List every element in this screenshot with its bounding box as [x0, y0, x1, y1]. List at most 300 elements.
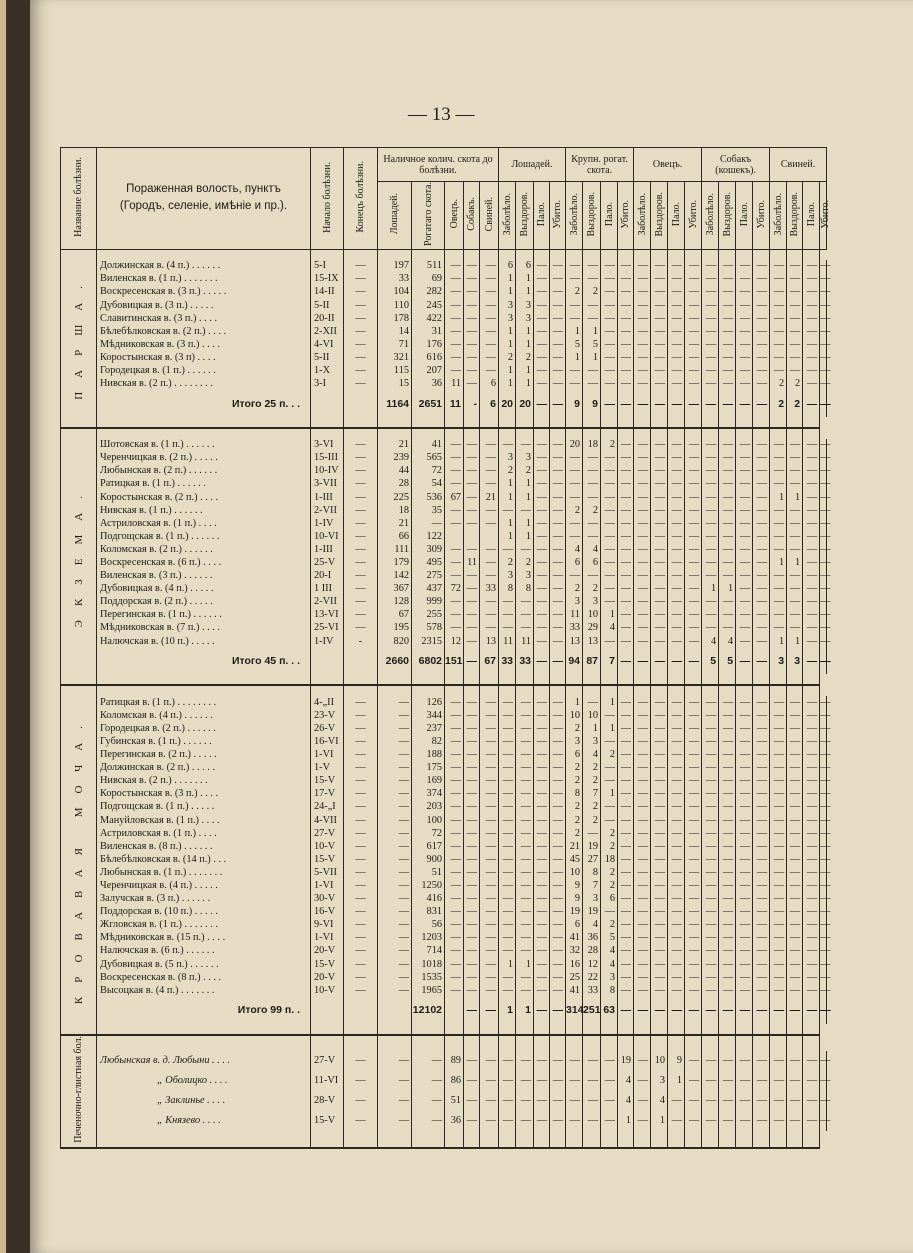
data-cell: — — [702, 452, 719, 465]
total-cell: — — [753, 391, 770, 417]
start-date: 20-II — [311, 312, 344, 325]
data-cell: 4 — [618, 1091, 634, 1111]
data-cell: — — [820, 971, 831, 983]
data-cell: — — [753, 544, 770, 557]
data-cell: — — [534, 814, 550, 827]
data-cell: 36 — [445, 1111, 464, 1131]
data-cell: — — [634, 854, 651, 867]
data-cell: — — [753, 762, 770, 775]
data-cell: 237 — [412, 723, 445, 736]
data-cell: — — [685, 984, 702, 997]
data-cell: — — [480, 854, 499, 867]
table-row — [61, 788, 827, 801]
data-cell: — — [499, 775, 516, 788]
empty-cell — [445, 417, 464, 428]
data-cell: — — [618, 893, 634, 906]
data-cell: — — [787, 893, 803, 906]
data-cell: — — [464, 984, 480, 997]
end-date: — — [344, 439, 378, 452]
spacer-row — [61, 1131, 827, 1148]
data-cell: — — [820, 465, 831, 477]
empty-cell — [702, 1131, 719, 1148]
data-cell: — — [534, 622, 550, 635]
data-cell: 32 — [566, 945, 583, 958]
place-name: Подгощская в. (1 п.) . . . . . — [97, 801, 311, 814]
data-cell: — — [550, 736, 566, 749]
empty-cell — [634, 1024, 651, 1035]
data-cell: — — [787, 596, 803, 609]
data-cell: — — [770, 452, 787, 465]
data-cell: 1 — [601, 609, 618, 622]
data-cell: — — [702, 339, 719, 352]
data-cell: 3 — [516, 452, 534, 465]
data-cell: — — [583, 570, 601, 583]
header-outcome-col: Убито. — [618, 182, 634, 250]
data-cell: — — [618, 299, 634, 312]
data-cell: 1 — [516, 517, 534, 530]
data-cell: — — [719, 984, 736, 997]
data-cell: 1965 — [412, 984, 445, 997]
data-cell: — — [651, 299, 668, 312]
empty-cell — [566, 1035, 583, 1052]
data-cell: 2 — [566, 827, 583, 840]
data-cell: — — [550, 710, 566, 723]
data-cell: — — [685, 352, 702, 365]
data-cell: — — [412, 1051, 445, 1071]
start-date: 15-IX — [311, 273, 344, 286]
data-cell: — — [445, 504, 464, 517]
header-dogs-group: Собакъ (кошекъ). — [702, 148, 770, 182]
data-cell: — — [550, 273, 566, 286]
data-cell: — — [651, 827, 668, 840]
start-date: 27-V — [311, 827, 344, 840]
data-cell: — — [753, 827, 770, 840]
data-cell: — — [534, 531, 550, 544]
data-cell: — — [566, 1111, 583, 1131]
empty-cell — [311, 1131, 344, 1148]
data-cell: — — [770, 286, 787, 299]
data-cell: — — [618, 531, 634, 544]
data-cell: — — [685, 723, 702, 736]
data-cell: — — [618, 286, 634, 299]
data-cell: 2 — [583, 814, 601, 827]
data-cell: 36 — [583, 932, 601, 945]
data-cell: — — [820, 749, 831, 761]
total-cell: — — [685, 998, 702, 1024]
data-cell: — — [480, 544, 499, 557]
data-cell: — — [618, 439, 634, 452]
place-name: Любынская в. (1 п.) . . . . . . . — [97, 867, 311, 880]
header-outcome-col: Выздоров. — [583, 182, 601, 250]
data-cell: — — [534, 749, 550, 762]
data-cell: — — [618, 325, 634, 338]
data-cell: — — [550, 452, 566, 465]
data-cell: — — [651, 312, 668, 325]
end-date: — — [344, 325, 378, 338]
data-cell: — — [787, 352, 803, 365]
data-cell: — — [618, 945, 634, 958]
place-name: Ратицкая в. (1 п.) . . . . . . — [97, 478, 311, 491]
place-name: Высоцкая в. (4 п.) . . . . . . . — [97, 984, 311, 997]
total-cell: 87 — [583, 648, 601, 674]
data-cell: — — [634, 517, 651, 530]
total-cell: — — [634, 998, 651, 1024]
data-cell: 71 — [378, 339, 412, 352]
start-date: 15-V — [311, 775, 344, 788]
data-cell: 2 — [583, 504, 601, 517]
total-cell: 2651 — [412, 391, 445, 417]
data-cell: — — [719, 557, 736, 570]
data-cell: — — [719, 365, 736, 378]
data-cell: — — [803, 557, 820, 570]
data-cell: 999 — [412, 596, 445, 609]
data-cell: — — [803, 286, 820, 299]
data-cell: — — [601, 775, 618, 788]
data-cell: 142 — [378, 570, 412, 583]
data-cell: — — [787, 775, 803, 788]
data-cell: — — [787, 622, 803, 635]
total-cell: — — [753, 998, 770, 1024]
data-cell: — — [787, 273, 803, 286]
empty-cell — [97, 685, 311, 696]
data-cell: — — [534, 775, 550, 788]
data-cell: — — [618, 880, 634, 893]
data-cell: — — [719, 854, 736, 867]
data-cell: — — [480, 880, 499, 893]
data-cell: 2 — [499, 557, 516, 570]
empty-cell — [412, 249, 445, 260]
data-cell: — — [702, 570, 719, 583]
empty-cell — [550, 1131, 566, 1148]
data-cell: — — [550, 312, 566, 325]
empty-cell — [736, 685, 753, 696]
data-cell: — — [719, 504, 736, 517]
data-cell: — — [464, 352, 480, 365]
disease-name: ЭКЗЕМА. — [61, 428, 97, 686]
data-cell: — — [618, 504, 634, 517]
data-cell: — — [601, 299, 618, 312]
spacer-row — [61, 685, 827, 696]
data-cell: 1 — [516, 325, 534, 338]
data-cell: — — [736, 762, 753, 775]
data-cell: — — [480, 352, 499, 365]
end-date: — — [344, 880, 378, 893]
data-cell: — — [412, 517, 445, 530]
data-cell: — — [464, 932, 480, 945]
data-cell: — — [820, 635, 831, 647]
place-name: Губинская в. (1 п.) . . . . . . — [97, 736, 311, 749]
data-cell: — — [736, 932, 753, 945]
table-row — [61, 299, 827, 312]
data-cell: — — [668, 312, 685, 325]
data-cell: 1 — [618, 1111, 634, 1131]
total-cell: — — [634, 391, 651, 417]
data-cell: — — [668, 583, 685, 596]
empty-cell — [378, 249, 412, 260]
data-cell: — — [566, 452, 583, 465]
empty-cell — [787, 1035, 803, 1052]
place-name: Бѣлебѣлковская в. (14 п.) . . . — [97, 854, 311, 867]
start-date: 1 III — [311, 583, 344, 596]
data-cell: 1 — [566, 352, 583, 365]
empty-cell — [601, 685, 618, 696]
data-cell: 110 — [378, 299, 412, 312]
data-cell: — — [770, 919, 787, 932]
data-cell: — — [770, 260, 787, 273]
data-cell: — — [550, 696, 566, 709]
data-cell: — — [668, 906, 685, 919]
table-header — [61, 148, 832, 250]
data-cell: 3 — [516, 312, 534, 325]
total-cell: 151 — [445, 648, 464, 674]
data-cell: 2 — [601, 880, 618, 893]
data-cell: — — [702, 762, 719, 775]
data-cell: — — [464, 478, 480, 491]
data-cell: 25 — [566, 971, 583, 984]
empty-cell — [516, 249, 534, 260]
data-cell: — — [550, 583, 566, 596]
data-cell: — — [445, 919, 464, 932]
start-date: 3-I — [311, 378, 344, 391]
data-cell: — — [516, 710, 534, 723]
data-cell: — — [464, 260, 480, 273]
empty-cell — [464, 428, 480, 439]
data-cell: — — [820, 338, 831, 350]
empty-cell — [412, 1024, 445, 1035]
table-row — [61, 365, 827, 378]
empty-cell — [753, 1024, 770, 1035]
data-cell: — — [668, 504, 685, 517]
data-cell: — — [668, 1111, 685, 1131]
data-cell: — — [601, 906, 618, 919]
empty-cell — [480, 428, 499, 439]
data-cell: — — [618, 478, 634, 491]
data-cell: 2 — [601, 827, 618, 840]
data-cell: — — [753, 286, 770, 299]
empty-cell — [702, 685, 719, 696]
data-cell: — — [685, 840, 702, 853]
data-cell: — — [378, 854, 412, 867]
empty-cell — [378, 417, 412, 428]
data-cell: 2 — [566, 814, 583, 827]
data-cell: — — [685, 958, 702, 971]
total-cell: — — [736, 391, 753, 417]
data-cell: — — [719, 299, 736, 312]
empty-cell — [685, 1035, 702, 1052]
data-cell: — — [770, 775, 787, 788]
data-cell: 56 — [412, 919, 445, 932]
data-cell: — — [480, 1051, 499, 1071]
place-name: Нивская в. (1 п.) . . . . . . — [97, 504, 311, 517]
data-cell: — — [803, 491, 820, 504]
data-cell: — — [685, 854, 702, 867]
data-cell: — — [668, 775, 685, 788]
data-cell: — — [803, 439, 820, 452]
data-cell: 179 — [378, 557, 412, 570]
data-cell: — — [550, 867, 566, 880]
data-cell: — — [464, 788, 480, 801]
data-cell: — — [480, 932, 499, 945]
empty-cell — [803, 1024, 820, 1035]
data-cell: 1 — [601, 788, 618, 801]
data-cell: 1 — [583, 325, 601, 338]
data-cell: 69 — [412, 273, 445, 286]
data-cell: 282 — [412, 286, 445, 299]
empty-cell — [480, 674, 499, 685]
data-cell: — — [534, 491, 550, 504]
data-cell: — — [668, 945, 685, 958]
empty-cell — [770, 674, 787, 685]
table-row — [61, 867, 827, 880]
end-date: — — [344, 583, 378, 596]
empty-cell — [753, 249, 770, 260]
data-cell: — — [685, 609, 702, 622]
data-cell: — — [550, 762, 566, 775]
empty-cell — [753, 417, 770, 428]
data-cell: — — [820, 762, 831, 774]
data-cell: — — [516, 827, 534, 840]
data-cell: 12 — [445, 635, 464, 648]
data-cell: 245 — [412, 299, 445, 312]
empty-cell — [685, 685, 702, 696]
data-cell: — — [719, 378, 736, 391]
data-cell: — — [651, 801, 668, 814]
table-row — [61, 622, 827, 635]
table-row — [61, 570, 827, 583]
spacer-row — [61, 428, 827, 439]
data-cell: — — [719, 312, 736, 325]
total-cell: 67 — [480, 648, 499, 674]
empty-cell — [753, 1131, 770, 1148]
data-cell: — — [702, 312, 719, 325]
total-cell: — — [668, 391, 685, 417]
data-cell: — — [651, 696, 668, 709]
data-cell: — — [634, 801, 651, 814]
data-cell: — — [534, 635, 550, 648]
data-cell: — — [378, 736, 412, 749]
data-cell: 1 — [566, 325, 583, 338]
total-cell: — — [634, 648, 651, 674]
empty-cell — [618, 674, 634, 685]
data-cell: 3 — [651, 1071, 668, 1091]
data-cell: 422 — [412, 312, 445, 325]
empty-cell — [719, 685, 736, 696]
data-cell: — — [480, 1111, 499, 1131]
data-cell: — — [820, 788, 831, 800]
data-cell: — — [685, 439, 702, 452]
data-cell: 41 — [412, 439, 445, 452]
data-cell: — — [651, 325, 668, 338]
data-cell: — — [634, 736, 651, 749]
data-cell: — — [550, 723, 566, 736]
data-cell: — — [618, 273, 634, 286]
data-cell: — — [668, 365, 685, 378]
data-cell: — — [480, 827, 499, 840]
data-cell: — — [685, 557, 702, 570]
data-cell: — — [480, 299, 499, 312]
data-cell: — — [753, 299, 770, 312]
data-cell: — — [702, 325, 719, 338]
data-cell: — — [753, 749, 770, 762]
data-cell: — — [753, 260, 770, 273]
data-cell: 27 — [583, 854, 601, 867]
data-cell: — — [464, 696, 480, 709]
empty-cell — [344, 674, 378, 685]
data-cell: — — [736, 325, 753, 338]
data-cell: 104 — [378, 286, 412, 299]
data-cell: — — [499, 1111, 516, 1131]
data-cell: — — [770, 544, 787, 557]
data-cell: — — [464, 958, 480, 971]
data-cell: — — [534, 971, 550, 984]
data-cell: — — [685, 286, 702, 299]
data-cell: — — [516, 504, 534, 517]
data-cell: — — [770, 583, 787, 596]
data-cell: — — [803, 958, 820, 971]
start-date: 3-VII — [311, 478, 344, 491]
data-cell: — — [820, 452, 831, 464]
data-cell: — — [445, 325, 464, 338]
data-cell: — — [753, 465, 770, 478]
data-cell: — — [445, 775, 464, 788]
data-cell: — — [719, 880, 736, 893]
data-cell: — — [378, 1111, 412, 1131]
data-cell: — — [601, 312, 618, 325]
total-row — [61, 391, 827, 417]
data-cell: — — [787, 531, 803, 544]
data-cell: — — [685, 635, 702, 648]
data-cell: — — [534, 840, 550, 853]
data-cell: — — [550, 945, 566, 958]
data-cell: 188 — [412, 749, 445, 762]
data-cell: — — [719, 906, 736, 919]
data-cell: — — [651, 945, 668, 958]
data-cell: — — [668, 299, 685, 312]
data-cell: 4 — [601, 958, 618, 971]
data-cell: — — [753, 788, 770, 801]
data-cell: — — [480, 517, 499, 530]
data-cell: — — [702, 478, 719, 491]
empty-cell — [550, 1024, 566, 1035]
data-cell: — — [736, 827, 753, 840]
start-date: 1-IV — [311, 635, 344, 648]
data-cell: — — [601, 491, 618, 504]
header-outcome-col: Выздоров. — [516, 182, 534, 250]
empty-cell — [499, 1035, 516, 1052]
data-cell: 2 — [566, 286, 583, 299]
data-cell: — — [803, 365, 820, 378]
data-cell: — — [685, 775, 702, 788]
end-date: — — [344, 352, 378, 365]
data-cell: — — [634, 919, 651, 932]
data-cell: 10 — [566, 867, 583, 880]
data-cell: — — [601, 378, 618, 391]
empty-cell — [516, 685, 534, 696]
place-name: Мануйловская в. (1 п.) . . . . — [97, 814, 311, 827]
data-cell: — — [702, 880, 719, 893]
place-name: Коломская в. (4 п.) . . . . . . — [97, 710, 311, 723]
data-cell: — — [445, 478, 464, 491]
data-cell: — — [480, 919, 499, 932]
data-cell: — — [601, 339, 618, 352]
data-cell: — — [550, 299, 566, 312]
data-cell: — — [480, 893, 499, 906]
data-cell: — — [601, 710, 618, 723]
data-cell: — — [566, 260, 583, 273]
total-cell: 33 — [516, 648, 534, 674]
data-cell: 82 — [412, 736, 445, 749]
empty-cell — [702, 417, 719, 428]
